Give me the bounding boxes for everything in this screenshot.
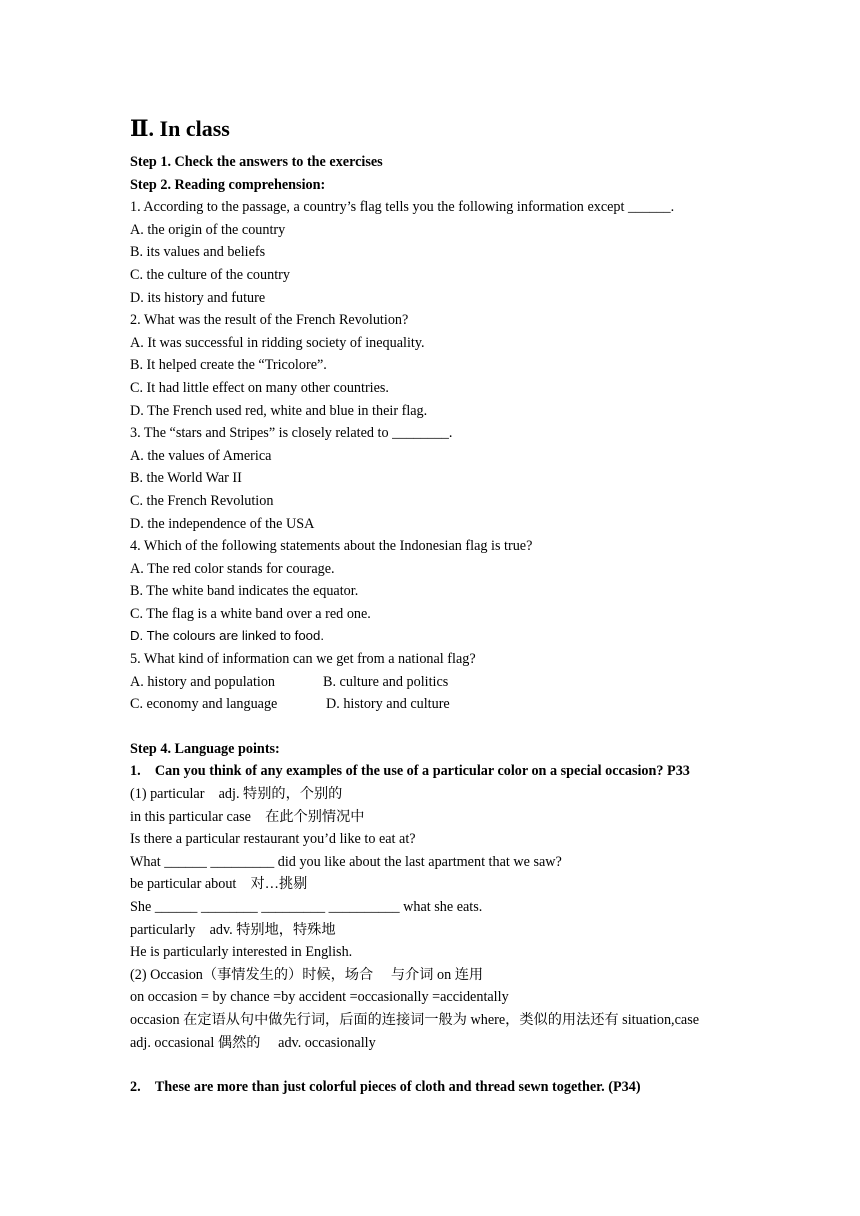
lp1-line-1: in this particular case 在此个别情况中: [130, 808, 365, 825]
question-5-option-a: A. history and population: [130, 673, 276, 690]
question-5-options-row-1: [130, 671, 750, 694]
question-2-option-a: A. It was successful in ridding society of inequality.: [130, 334, 425, 351]
question-4-option-c: C. The flag is a white band over a red one.: [130, 605, 371, 622]
spacer: [130, 1054, 750, 1076]
question-4-option-a: A. The red color stands for courage.: [130, 560, 335, 577]
question-3-option-b: B. the World War II: [130, 470, 242, 487]
lp1-line-11: adj. occasional 偶然的 adv. occasionally: [130, 1034, 376, 1051]
question-2-option-d: D. The French used red, white and blue in their flag.: [130, 402, 428, 419]
worksheet-page: [130, 116, 750, 1099]
question-2-option-c: C. It had little effect on many other countries.: [130, 379, 389, 396]
question-1-option-a: A. the origin of the country: [130, 221, 286, 238]
lp1-line-9: on occasion = by chance =by accident =occasionally =accidentally: [130, 989, 509, 1006]
question-3-option-d: D. the independence of the USA: [130, 515, 315, 532]
language-point-2-heading: 2. These are more than just colorful pieces of cloth and thread sewn together. (P34): [130, 1079, 641, 1096]
lp1-line-3: What ______ _________ did you like about the last apartment that we saw?: [130, 853, 562, 870]
question-3: 3. The “stars and Stripes” is closely related to ________.: [130, 425, 453, 442]
question-5-options-row-2: [130, 693, 750, 716]
lp1-line-5: She ______ ________ _________ __________ what she eats.: [130, 899, 483, 915]
question-2-option-b: B. It helped create the “Tricolore”.: [130, 357, 327, 374]
question-3-option-c: C. the French Revolution: [130, 492, 274, 509]
question-5-option-b: B. culture and politics: [323, 673, 449, 690]
question-4-option-d: D. The colours are linked to food.: [130, 628, 325, 644]
question-5-option-c: C. economy and language: [130, 696, 278, 713]
question-1: 1. According to the passage, a country’s flag tells you the following information except ______.: [130, 199, 675, 216]
question-1-option-b: B. its values and beliefs: [130, 244, 266, 261]
question-3-option-a: A. the values of America: [130, 447, 272, 464]
lp1-line-10: occasion 在定语从句中做先行词，后面的连接词一般为 where，类似的用法还有 situation,case: [130, 1011, 700, 1028]
question-5: 5. What kind of information can we get from a national flag?: [130, 651, 476, 668]
step-2-heading: Step 2. Reading comprehension:: [130, 176, 326, 193]
lp1-line-4: be particular about 对…挑剔: [130, 876, 308, 893]
step-1-heading: Step 1. Check the answers to the exercises: [130, 154, 383, 170]
lp1-particular-definition: [130, 783, 750, 806]
section-heading: Ⅱ. In class: [130, 116, 230, 141]
spacer: [130, 716, 750, 738]
question-5-option-d: D. history and culture: [326, 696, 450, 713]
question-1-option-d: D. its history and future: [130, 289, 266, 306]
lp1-line-0: (1) particular adj. 特别的，个别的: [130, 786, 343, 803]
lp1-line-2: Is there a particular restaurant you’d like to eat at?: [130, 831, 416, 848]
step-4-heading: Step 4. Language points:: [130, 740, 280, 757]
question-4: 4. Which of the following statements about the Indonesian flag is true?: [130, 538, 533, 555]
lp1-line-8: (2) Occasion（事情发生的）时候，场合 与介词 on 连用: [130, 966, 484, 983]
lp1-line-7: He is particularly interested in English.: [130, 944, 353, 961]
question-1-option-c: C. the culture of the country: [130, 266, 290, 283]
lp1-line-6: particularly adv. 特别地，特殊地: [130, 921, 336, 938]
question-4-option-b: B. The white band indicates the equator.: [130, 583, 359, 600]
question-2: 2. What was the result of the French Revolution?: [130, 312, 409, 329]
language-point-1-heading: 1. Can you think of any examples of the use of a particular color on a special occasion? P33: [130, 763, 690, 780]
